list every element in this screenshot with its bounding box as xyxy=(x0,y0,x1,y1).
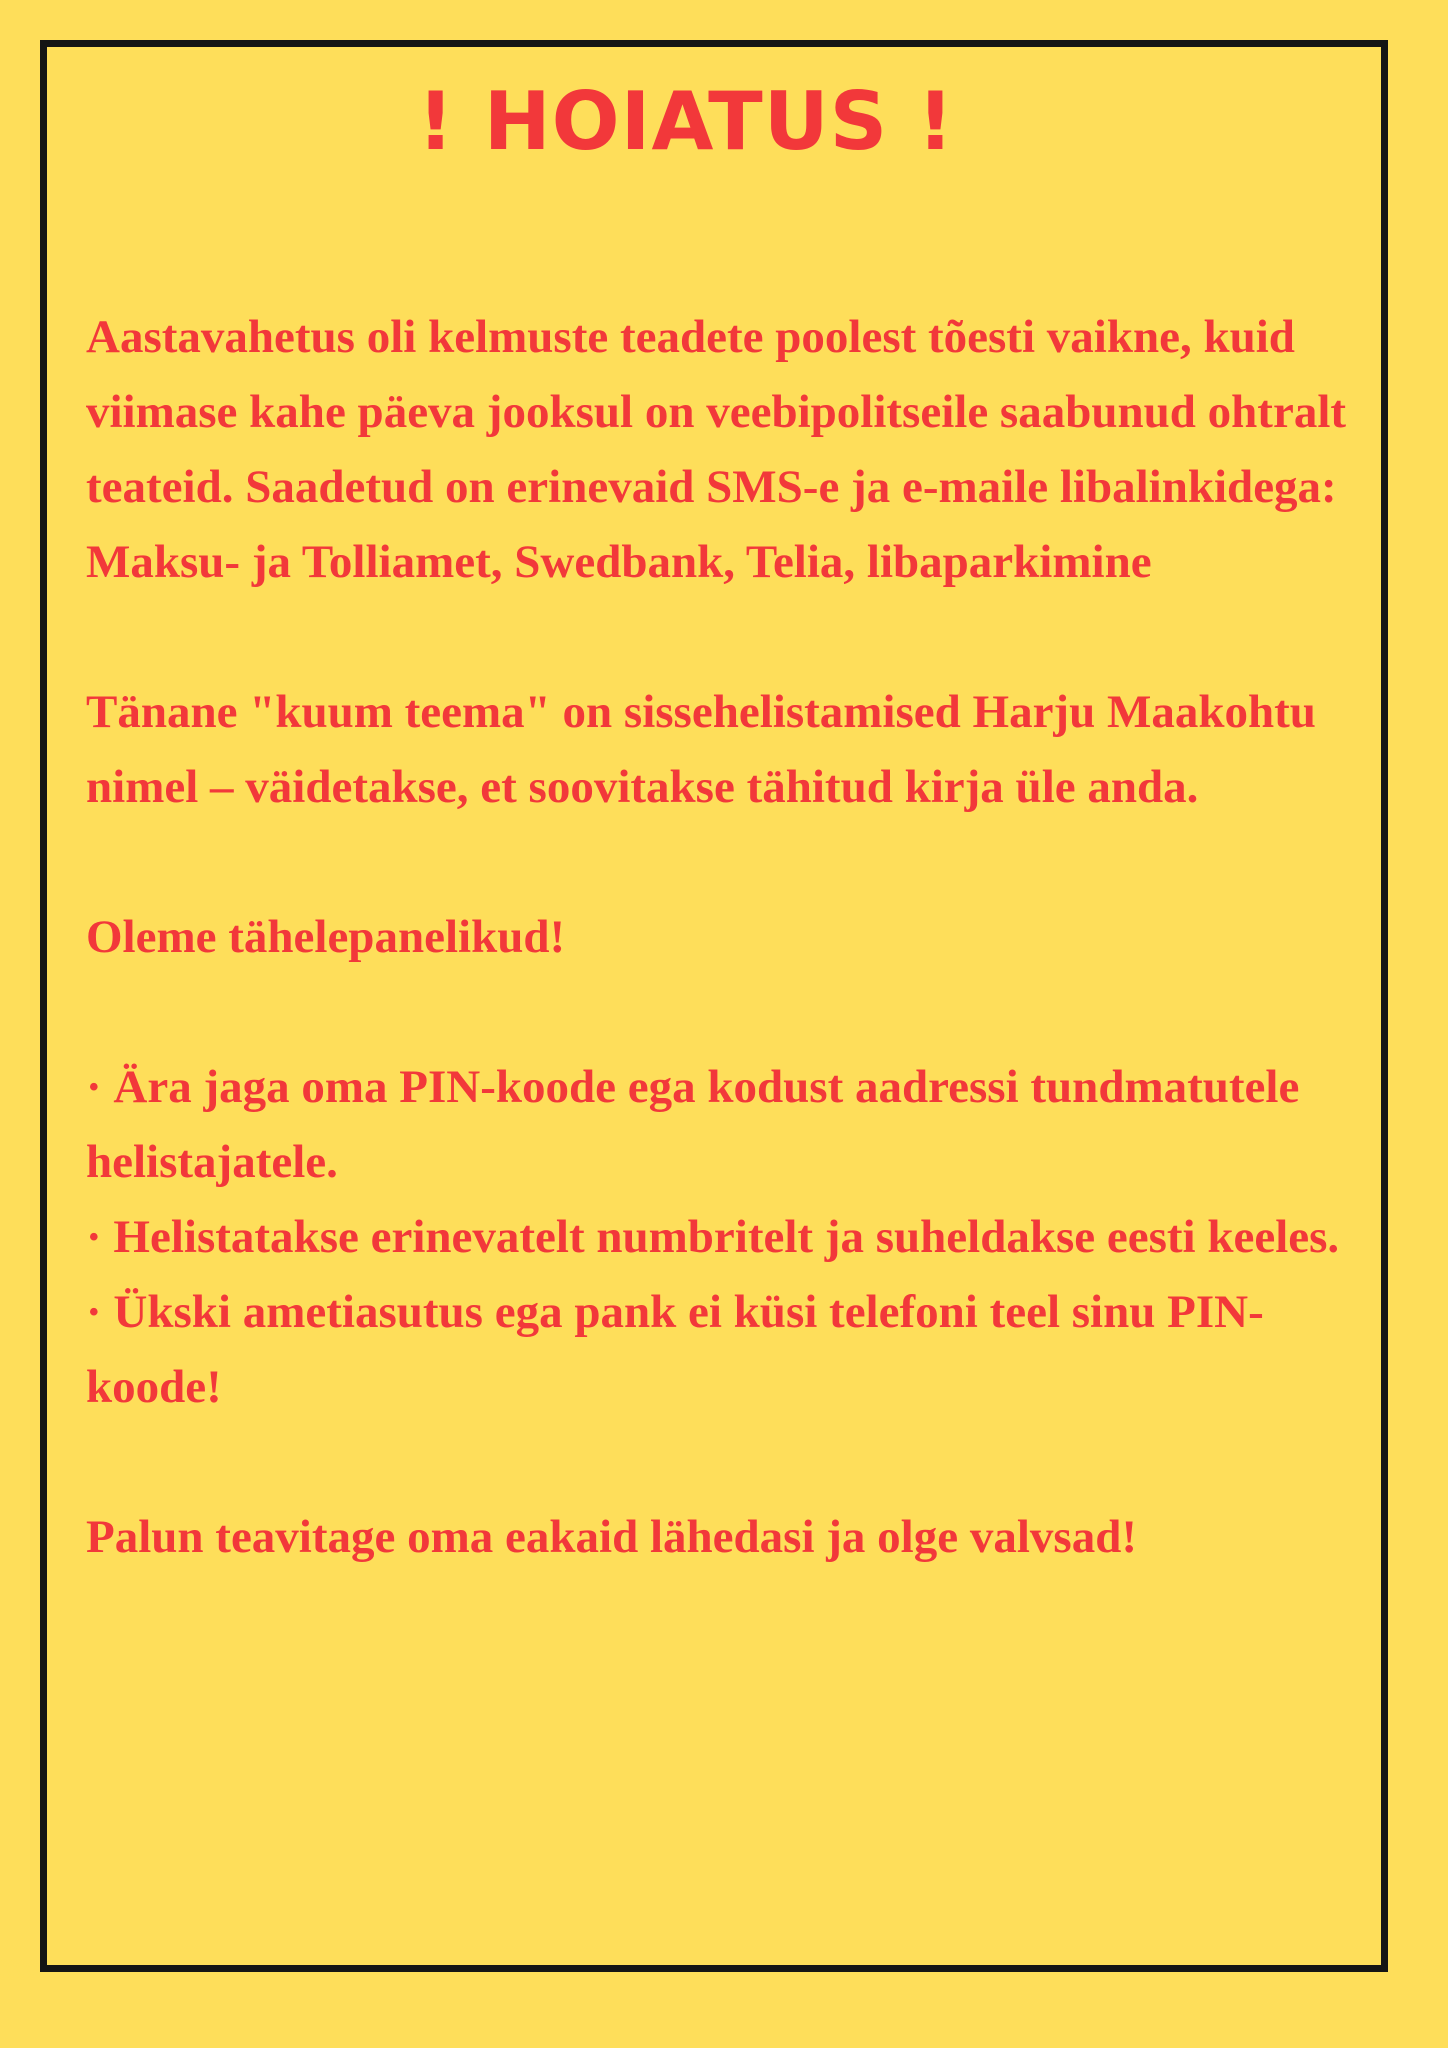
advice-item: · Ükski ametiasutus ega pank ei küsi telefoni teel sinu PIN-koode! xyxy=(86,1286,1264,1413)
poster-title: ! HOIATUS ! xyxy=(417,75,955,168)
poster-body xyxy=(86,300,1376,1575)
hot-topic-paragraph: Tänane "kuum teema" on sissehelistamised Harju Maakohtu nimel – väidetakse, et soovitakse tähitud kirja üle anda. xyxy=(86,686,1316,813)
advice-list xyxy=(86,1050,1376,1425)
attention-line: Oleme tähelepanelikud! xyxy=(86,911,566,963)
advice-item: · Helistatakse erinevatelt numbritelt ja suheldakse eesti keeles. xyxy=(86,1211,1340,1263)
advice-item: · Ära jaga oma PIN-koode ega kodust aadressi tundmatutele helistajatele. xyxy=(86,1061,1300,1188)
intro-paragraph: Aastavahetus oli kelmuste teadete poolest tõesti vaikne, kuid viimase kahe päeva jooksul on veebipolitseile saabunud ohtralt teateid. Saadetud on erinevaid SMS-e ja e-maile libalinkidega: Maksu- ja Tolliamet, Swedbank, Telia, libaparkimine xyxy=(86,311,1347,588)
closing-line: Palun teavitage oma eakaid lähedasi ja olge valvsad! xyxy=(86,1511,1137,1563)
